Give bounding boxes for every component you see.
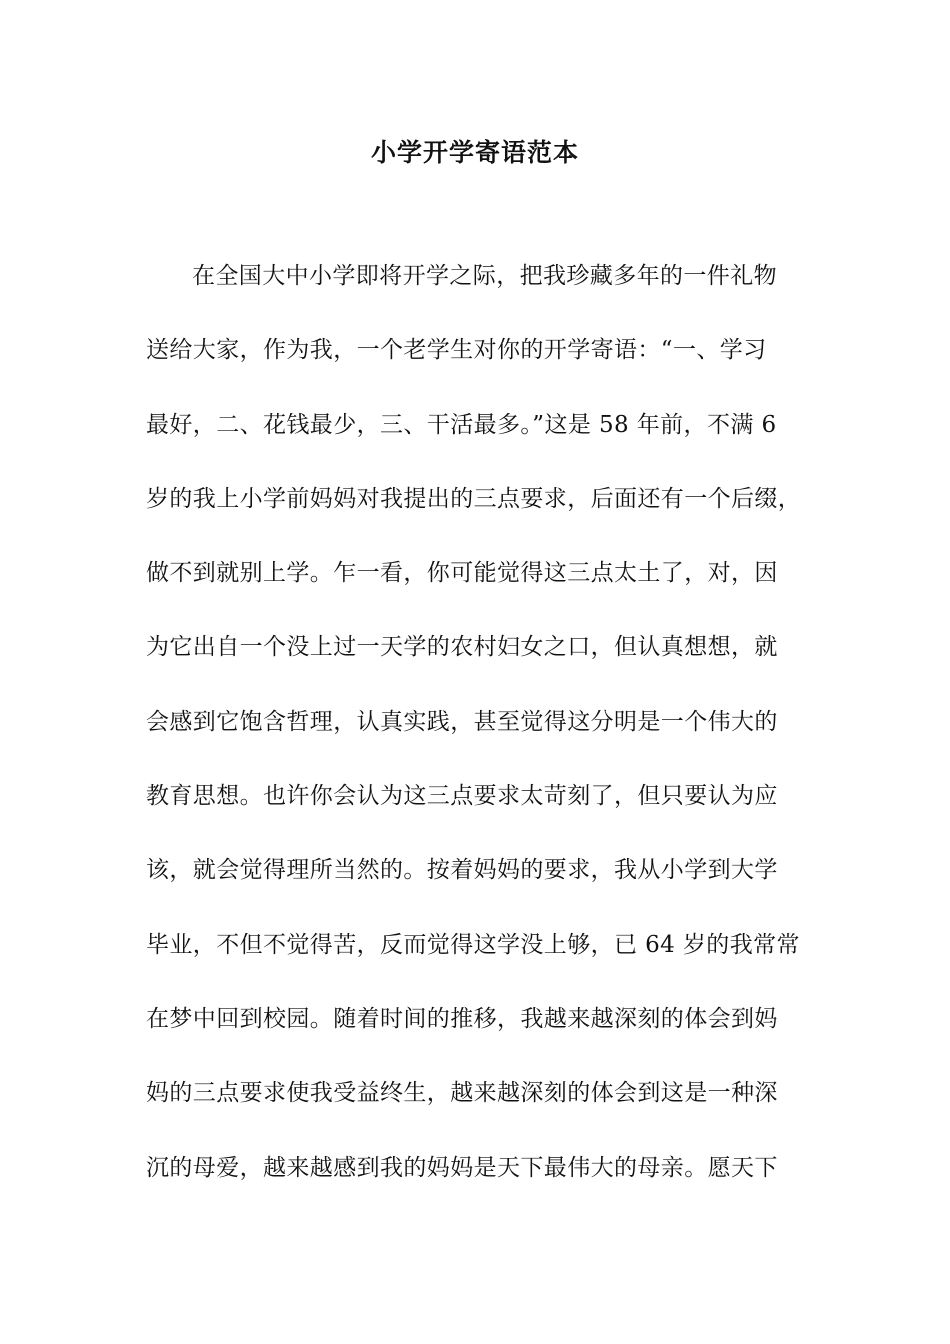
- body-paragraph: [146, 258, 811, 1224]
- paragraph-line: 为它出自一个没上过一天学的农村妇女之口，但认真想想，就: [146, 634, 778, 661]
- paragraph-line: 妈的三点要求使我受益终生，越来越深刻的体会到这是一种深: [146, 1080, 778, 1107]
- paragraph-line: 会感到它饱含哲理，认真实践，甚至觉得这分明是一个伟大的: [146, 708, 778, 735]
- document-title: 小学开学寄语范本: [370, 138, 579, 167]
- paragraph-line: 在全国大中小学即将开学之际，把我珍藏多年的一件礼物: [192, 263, 777, 289]
- paragraph-line: 在梦中回到校园。随着时间的推移，我越来越深刻的体会到妈: [146, 1005, 778, 1032]
- paragraph-line: 该，就会觉得理所当然的。按着妈妈的要求，我从小学到大学: [146, 857, 778, 884]
- paragraph-line: 最好，二、花钱最少，三、干活最多。”这是 58 年前，不满 6: [146, 411, 777, 438]
- paragraph-line: 送给大家，作为我，一个老学生对你的开学寄语：“一、学习: [146, 337, 767, 364]
- paragraph-line: 岁的我上小学前妈妈对我提出的三点要求，后面还有一个后缀，: [146, 485, 802, 512]
- paragraph-line: 沉的母爱，越来越感到我的妈妈是天下最伟大的母亲。愿天下: [146, 1154, 778, 1181]
- paragraph-line: 毕业，不但不觉得苦，反而觉得这学没上够，已 64 岁的我常常: [146, 931, 800, 958]
- paragraph-line: 教育思想。也许你会认为这三点要求太苛刻了，但只要认为应: [146, 783, 778, 810]
- paragraph-line: 做不到就别上学。乍一看，你可能觉得这三点太土了，对，因: [146, 560, 778, 587]
